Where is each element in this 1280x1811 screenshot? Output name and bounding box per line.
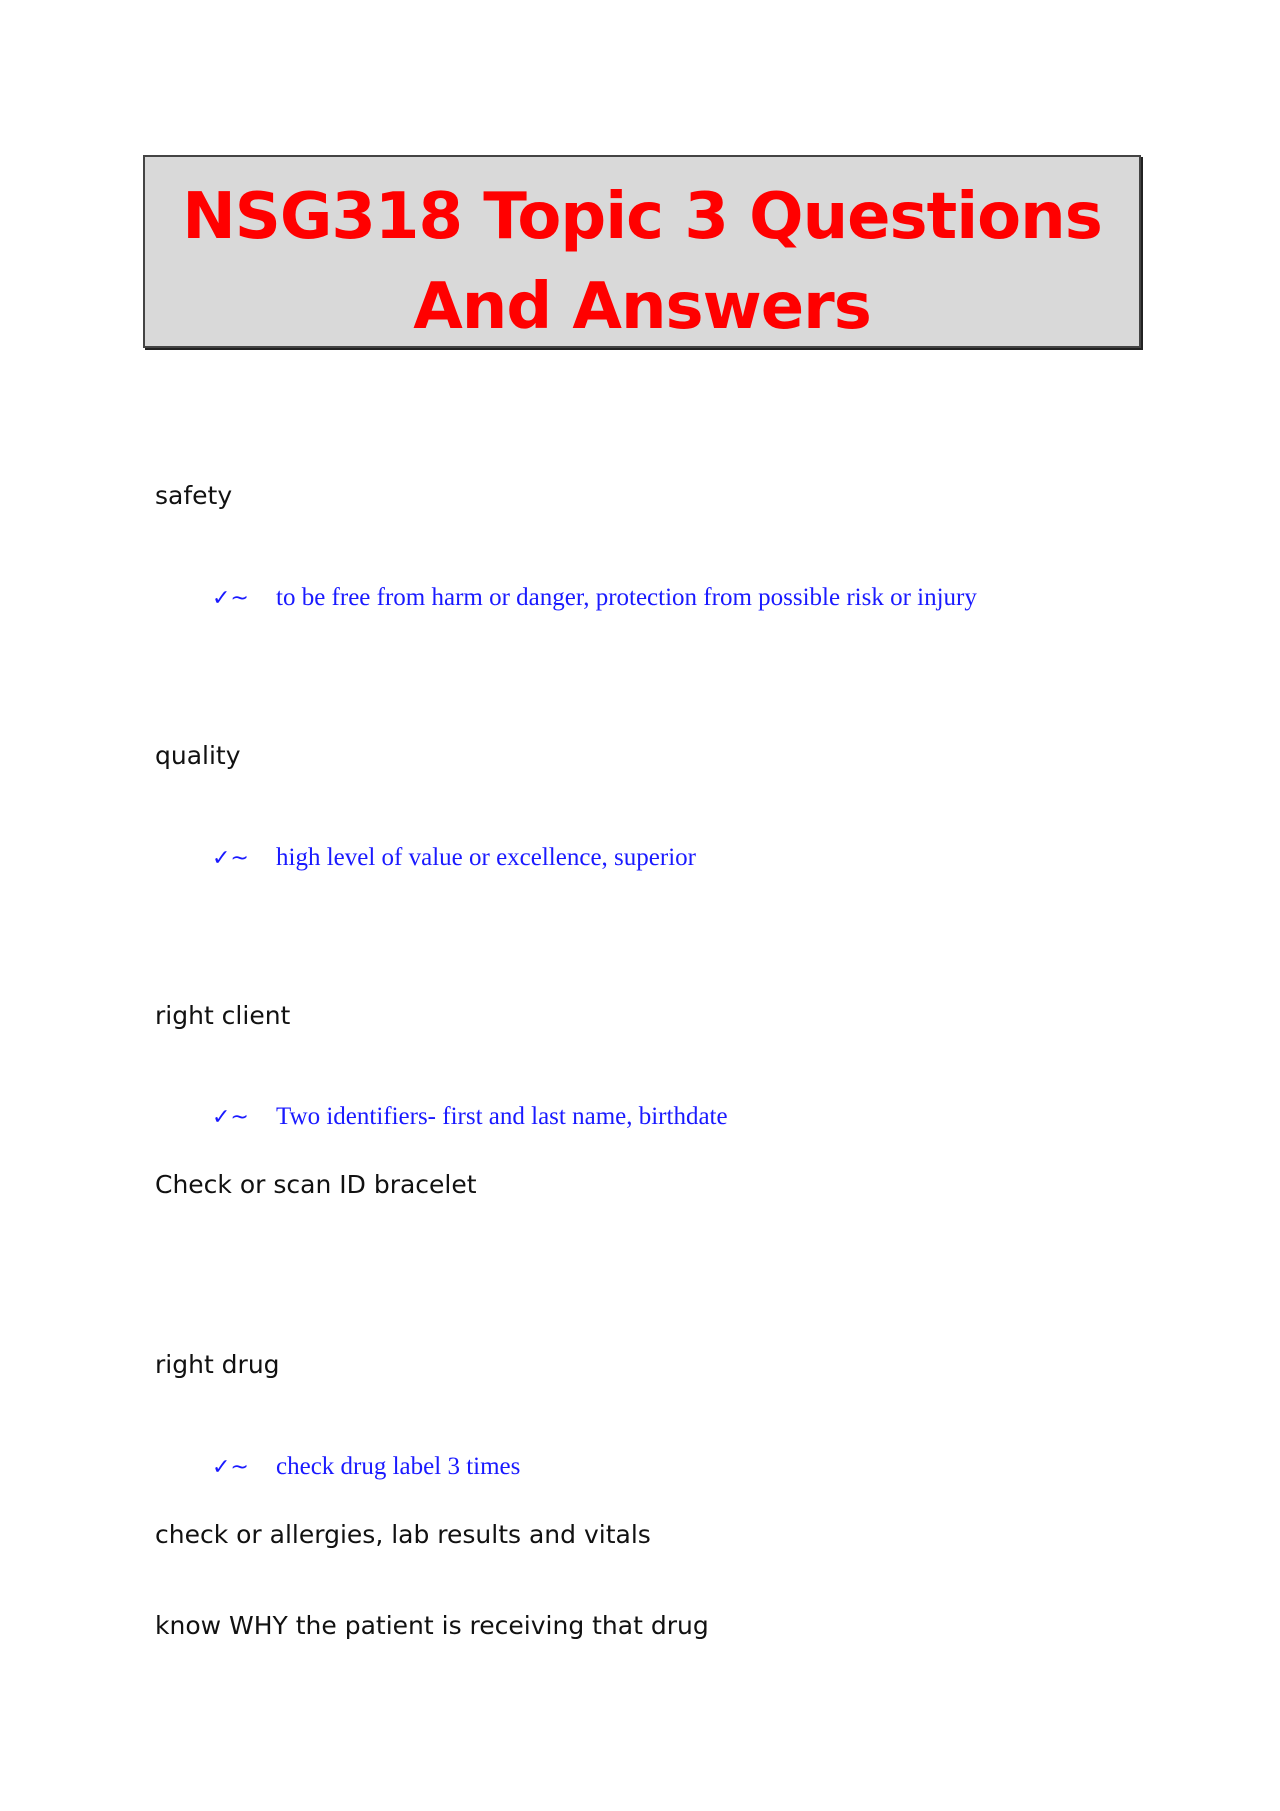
- note-right-drug-2: know WHY the patient is receiving that drug: [155, 1611, 709, 1640]
- answer-text: to be free from harm or danger, protection from possible risk or injury: [276, 584, 977, 611]
- answer-text: Two identifiers- first and last name, birthdate: [276, 1103, 728, 1130]
- check-mark-icon: ✓~: [212, 1105, 249, 1130]
- check-mark-icon: ✓~: [212, 586, 249, 611]
- answer-text: high level of value or excellence, superior: [276, 844, 696, 871]
- title-box: [143, 155, 1141, 348]
- note-right-client-1: Check or scan ID bracelet: [155, 1170, 477, 1199]
- check-mark-icon: ✓~: [212, 846, 249, 871]
- answer-safety: [212, 585, 977, 610]
- term-safety: safety: [155, 481, 233, 510]
- term-right-drug: right drug: [155, 1350, 280, 1379]
- answer-right-client: [212, 1104, 728, 1129]
- answer-text: check drug label 3 times: [276, 1453, 521, 1480]
- term-right-client: right client: [155, 1001, 291, 1030]
- term-quality: quality: [155, 741, 241, 770]
- note-right-drug-1: check or allergies, lab results and vitals: [155, 1520, 651, 1549]
- page-title-line-2: And Answers: [413, 270, 871, 344]
- check-mark-icon: ✓~: [212, 1455, 249, 1480]
- answer-quality: [212, 845, 696, 870]
- page-title-line-1: NSG318 Topic 3 Questions: [182, 180, 1102, 254]
- answer-right-drug: [212, 1454, 520, 1479]
